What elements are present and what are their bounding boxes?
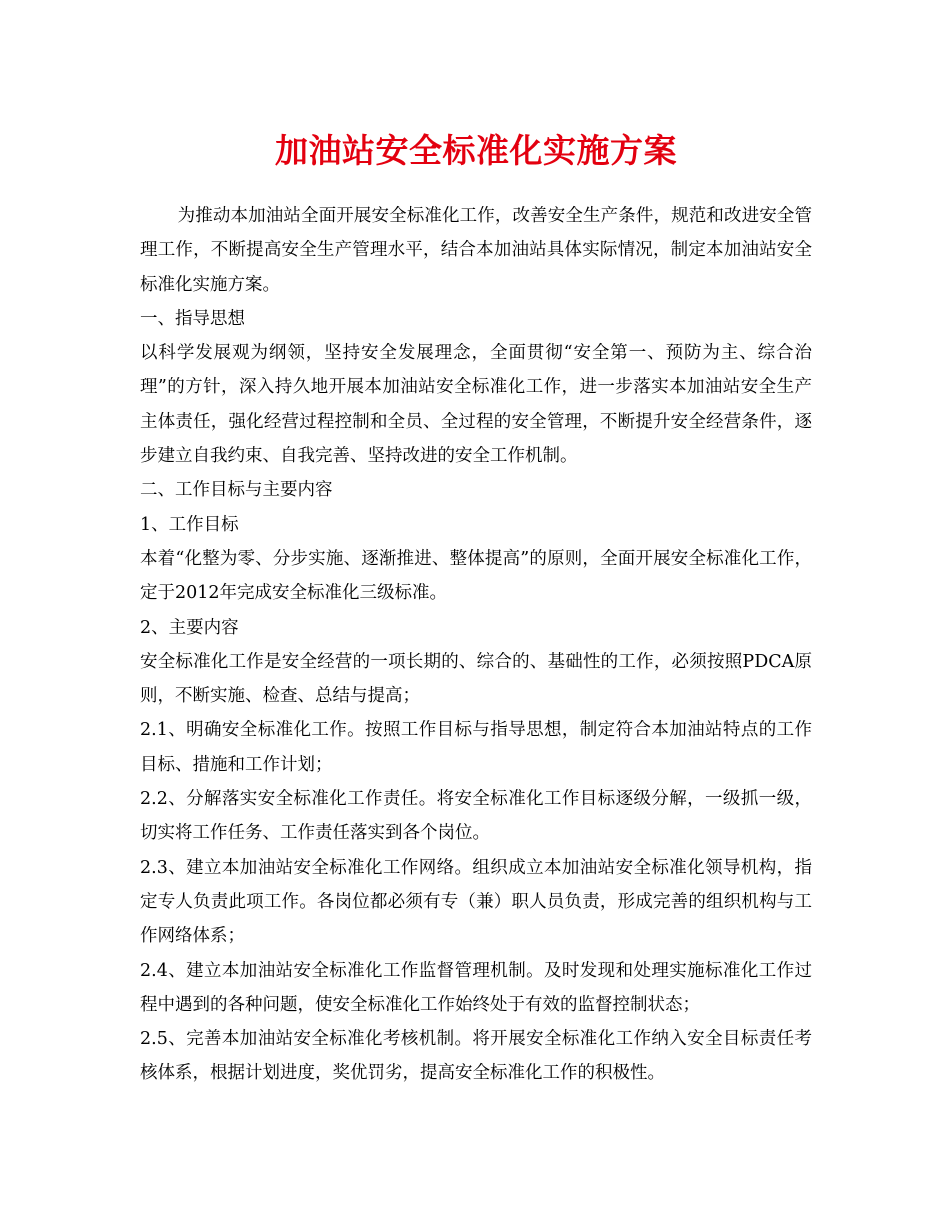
list-item-2-5: 2.5、完善本加油站安全标准化考核机制。将开展安全标准化工作纳入安全目标责任考核体系，根据计划进度，奖优罚劣，提高安全标准化工作的积极性。 — [140, 1029, 812, 1084]
document-body — [140, 199, 812, 1091]
section-heading-guiding-ideology: 一、指导思想 — [140, 308, 245, 329]
body-paragraph: 安全标准化工作是安全经营的一项长期的、综合的、基础性的工作，必须按照PDCA原则，不断实施、检查、总结与提高； — [140, 651, 812, 707]
body-paragraph: 以科学发展观为纲领，坚持安全发展理念，全面贯彻“安全第一、预防为主、综合治理”的方针，深入持久地开展本加油站安全标准化工作，进一步落实本加油站安全生产主体责任，强化经营过程控制和全员、全过程的安全管理，不断提升安全经营条件，逐步建立自我约束、自我完善、坚持改进的安全工作机制。 — [140, 343, 812, 467]
section-heading-goals-content: 二、工作目标与主要内容 — [140, 480, 333, 501]
body-paragraph: 本着“化整为零、分步实施、逐渐推进、整体提高”的原则，全面开展安全标准化工作，定于2012年完成安全标准化三级标准。 — [140, 548, 812, 604]
intro-paragraph: 为推动本加油站全面开展安全标准化工作，改善安全生产条件，规范和改进安全管理工作，不断提高安全生产管理水平，结合本加油站具体实际情况，制定本加油站安全标准化实施方案。 — [140, 206, 812, 295]
list-item-2-4: 2.4、建立本加油站安全标准化工作监督管理机制。及时发现和处理实施标准化工作过程中遇到的各种问题，使安全标准化工作始终处于有效的监督控制状态； — [140, 960, 812, 1015]
list-item-2-3: 2.3、建立本加油站安全标准化工作网络。组织成立本加油站安全标准化领导机构，指定专人负责此项工作。各岗位都必须有专（兼）职人员负责，形成完善的组织机构与工作网络体系； — [140, 857, 812, 947]
subsection-heading-main-content: 2、主要内容 — [140, 617, 239, 638]
document-title: 加油站安全标准化实施方案 — [275, 131, 677, 170]
subsection-heading-work-goal: 1、工作目标 — [140, 514, 239, 535]
list-item-2-2: 2.2、分解落实安全标准化工作责任。将安全标准化工作目标逐级分解，一级抓一级，切实将工作任务、工作责任落实到各个岗位。 — [140, 789, 812, 844]
list-item-2-1: 2.1、明确安全标准化工作。按照工作目标与指导思想，制定符合本加油站特点的工作目标、措施和工作计划； — [140, 720, 812, 775]
